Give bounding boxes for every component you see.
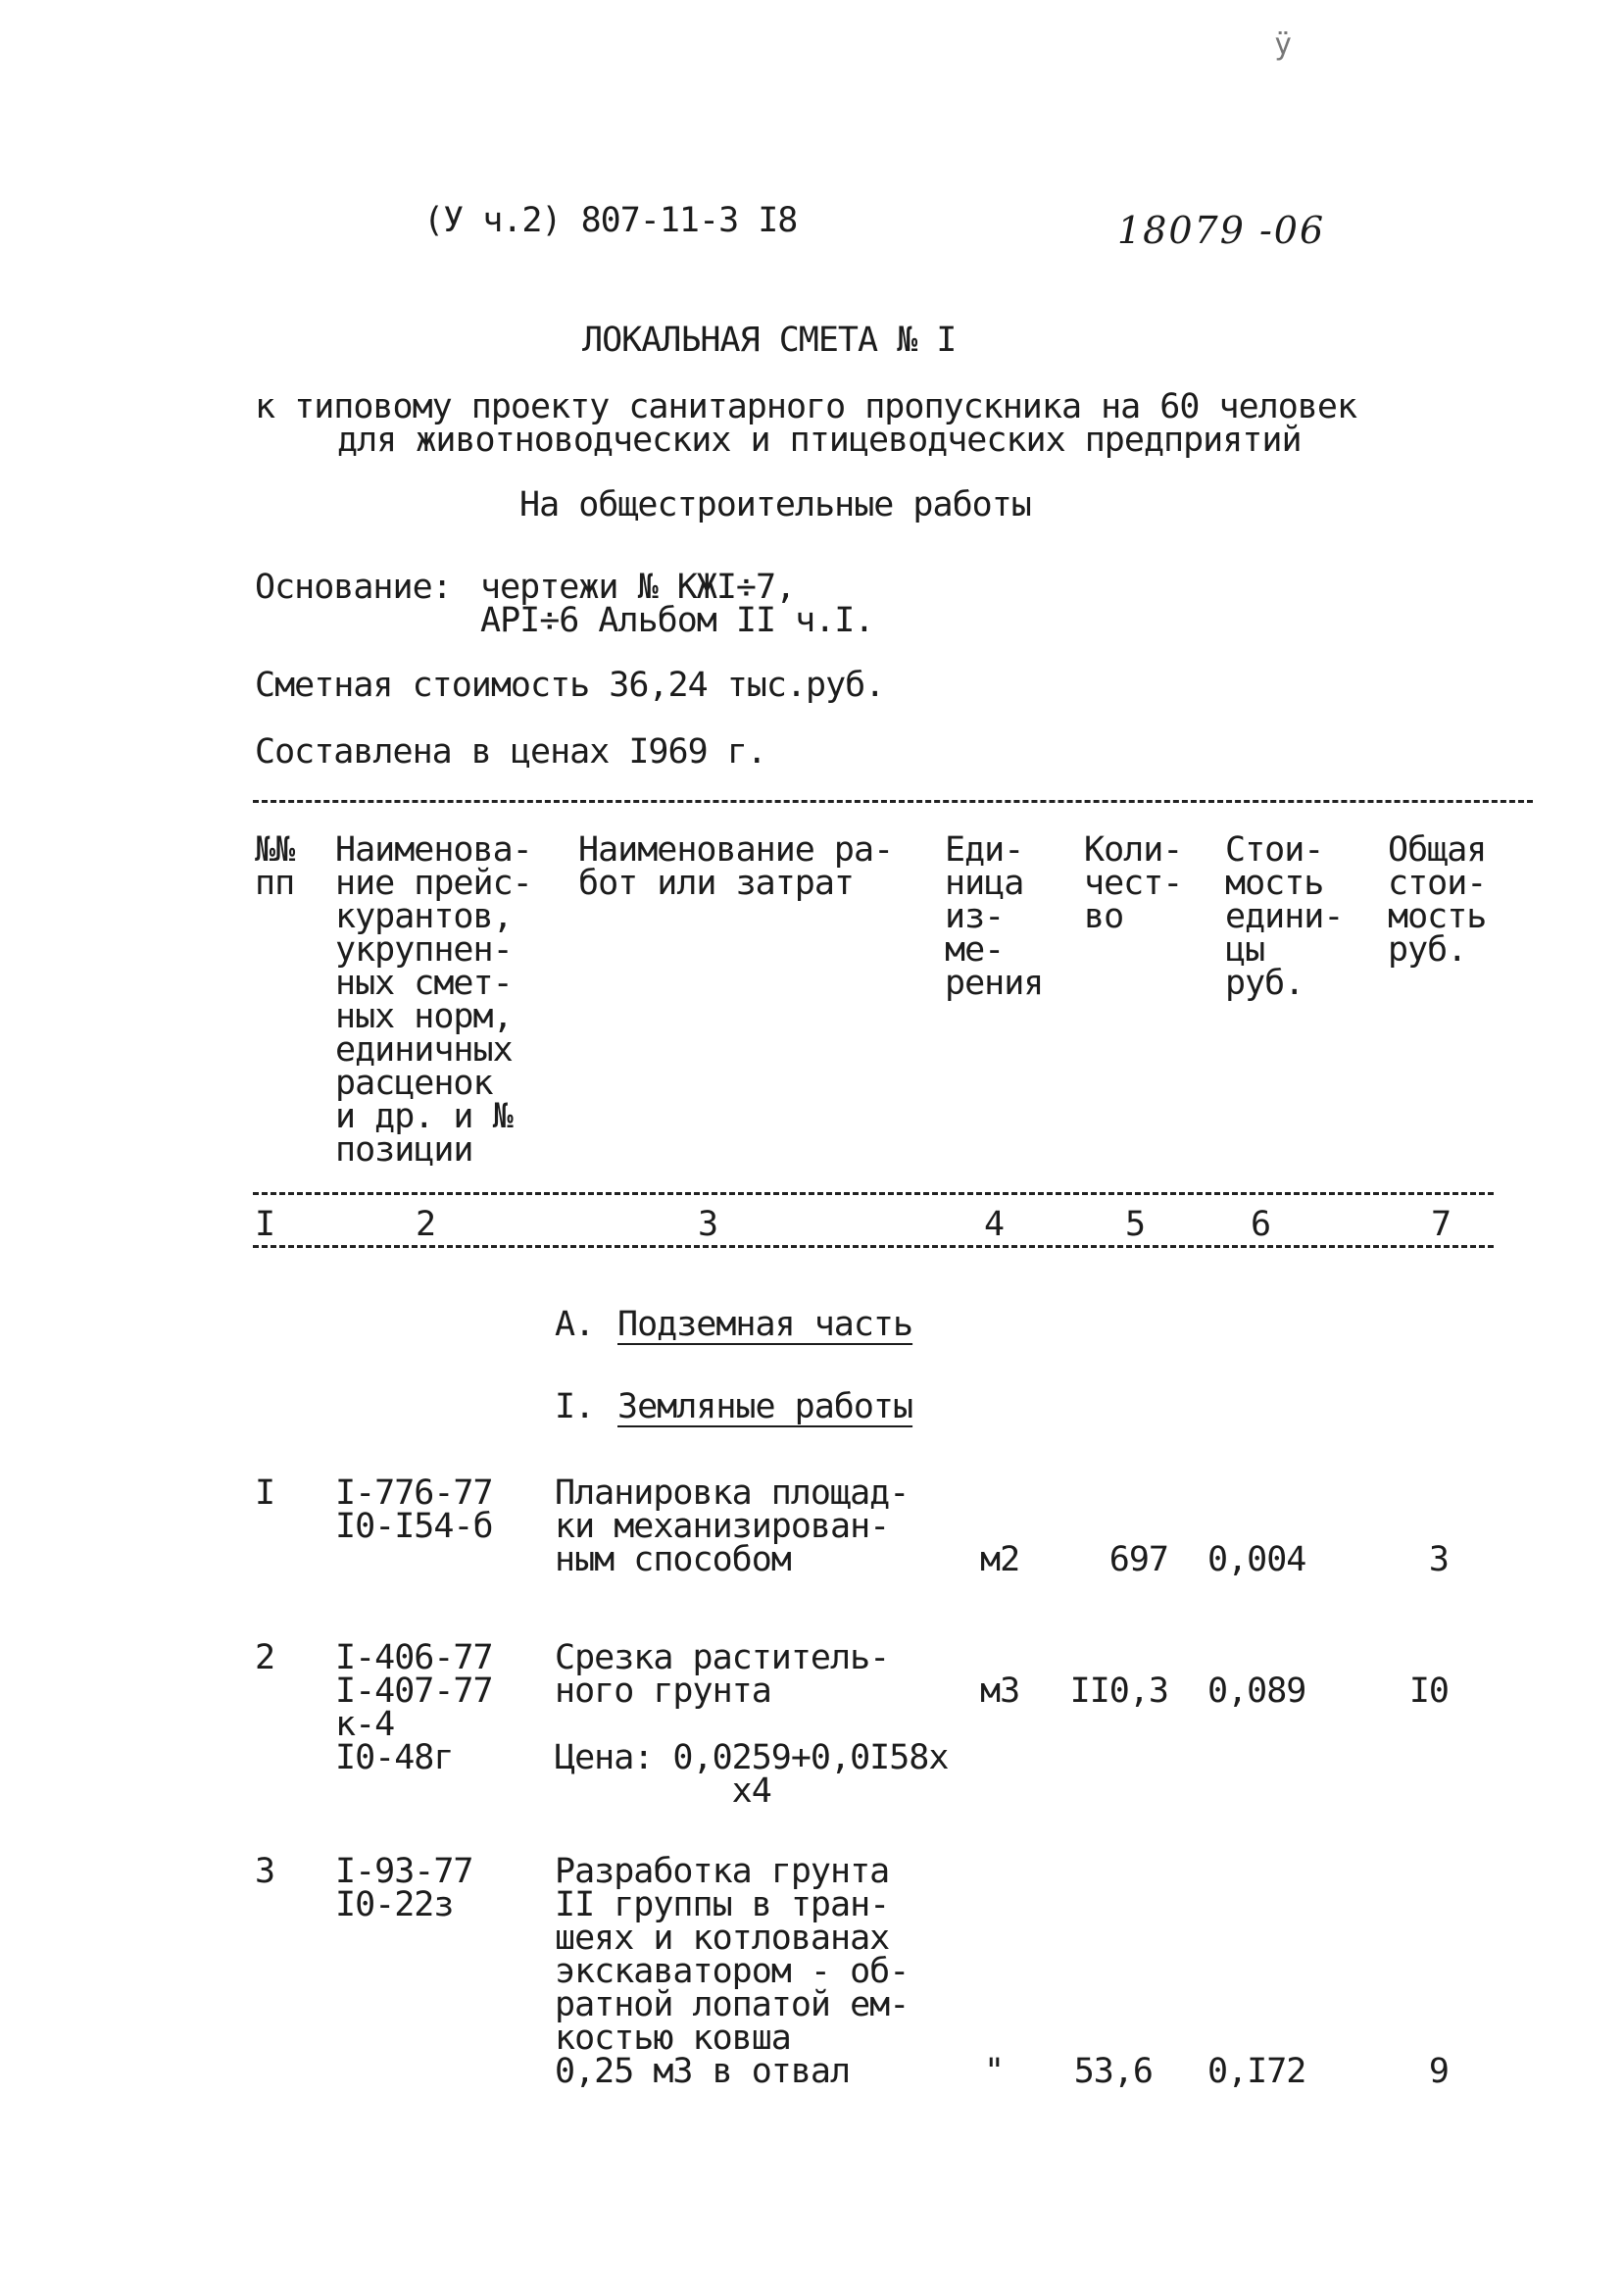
- corner-mark: ÿ: [1274, 27, 1293, 62]
- row-unit: м3: [980, 1671, 1020, 1711]
- header-top-rule: [253, 800, 1533, 803]
- row-unit: м2: [980, 1540, 1020, 1579]
- section-a-title: Подземная часть: [617, 1305, 913, 1344]
- column-number-7: 7: [1431, 1205, 1452, 1244]
- column-header-3: Наименование ра- бот или затрат: [578, 830, 894, 903]
- column-header-6: Стои- мость едини- цы руб.: [1225, 830, 1344, 1003]
- subtitle-line-1: к типовому проекту санитарного пропускника на 60 человек: [255, 387, 1357, 426]
- column-header-7: Общая стои- мость руб.: [1388, 830, 1487, 970]
- row-work-name: Планировка площад- ки механизирован- ным способом: [555, 1473, 910, 1579]
- basis-line-2: АРI÷6 Альбом II ч.I.: [480, 601, 874, 640]
- estimated-cost: Сметная стоимость 36,24 тыс.руб.: [255, 666, 885, 705]
- row-quantity: 53,6: [1073, 2052, 1153, 2091]
- row-number: 2: [255, 1638, 275, 1677]
- row-number: I: [255, 1473, 275, 1513]
- column-number-6: 6: [1251, 1205, 1271, 1244]
- row-codes: I-776-77 I0-I54-б: [335, 1473, 493, 1546]
- row-unit: ": [984, 2052, 1005, 2091]
- basis-label: Основание:: [255, 568, 452, 607]
- row-work-name: Разработка грунта II группы в тран- шеях и котлованах экскаватором - об- ратной лопатой ем- костью ковша 0,25 м3 в отвал: [555, 1852, 910, 2091]
- row-codes: I-93-77 I0-22з: [335, 1852, 473, 1924]
- row-unit-price: 0,I72: [1207, 2052, 1306, 2091]
- column-number-3: 3: [698, 1205, 718, 1244]
- row-price-note: Цена: 0,0259+0,0I58х х4: [555, 1738, 949, 1811]
- section-1-prefix: I.: [555, 1387, 595, 1426]
- column-number-2: 2: [416, 1205, 436, 1244]
- basis-line-1: чертежи № КЖI÷7,: [480, 568, 796, 607]
- column-header-5: Коли- чест- во: [1084, 830, 1183, 936]
- column-header-2: Наименова- ние прейс- курантов, укрупнен- ных смет- ных норм, единичных расценок и др. и № позиции: [335, 830, 532, 1170]
- row-quantity: 697: [1108, 1540, 1168, 1579]
- row-total: I0: [1408, 1671, 1449, 1711]
- column-header-1: №№ пп: [255, 830, 295, 903]
- handwritten-number: 18079 -06: [1117, 209, 1326, 252]
- document-code: (У ч.2) 807-11-3 I8: [423, 201, 798, 240]
- section-a-prefix: А.: [555, 1305, 595, 1344]
- column-number-4: 4: [984, 1205, 1005, 1244]
- works-title: На общестроительные работы: [519, 485, 1031, 524]
- row-number: 3: [255, 1852, 275, 1891]
- row-codes: I-406-77 I-407-77 к-4 I0-48г: [335, 1638, 493, 1777]
- row-unit-price: 0,004: [1207, 1540, 1306, 1579]
- row-work-name: Срезка раститель- ного грунта: [555, 1638, 890, 1711]
- row-total: 9: [1428, 2052, 1449, 2091]
- column-number-1: I: [255, 1205, 275, 1244]
- column-numbers-rule: [253, 1245, 1494, 1248]
- row-quantity: II0,3: [1069, 1671, 1168, 1711]
- document-title: ЛОКАЛЬНАЯ СМЕТА № I: [582, 321, 957, 360]
- row-unit-price: 0,089: [1207, 1671, 1306, 1711]
- section-1-title: Земляные работы: [617, 1387, 913, 1426]
- prices-year: Составлена в ценах I969 г.: [255, 732, 766, 772]
- subtitle-line-2: для животноводческих и птицеводческих предприятий: [337, 421, 1302, 460]
- column-number-5: 5: [1125, 1205, 1146, 1244]
- column-header-4: Еди- ница из- ме- рения: [945, 830, 1044, 1003]
- header-bottom-rule: [253, 1192, 1494, 1195]
- row-total: 3: [1428, 1540, 1449, 1579]
